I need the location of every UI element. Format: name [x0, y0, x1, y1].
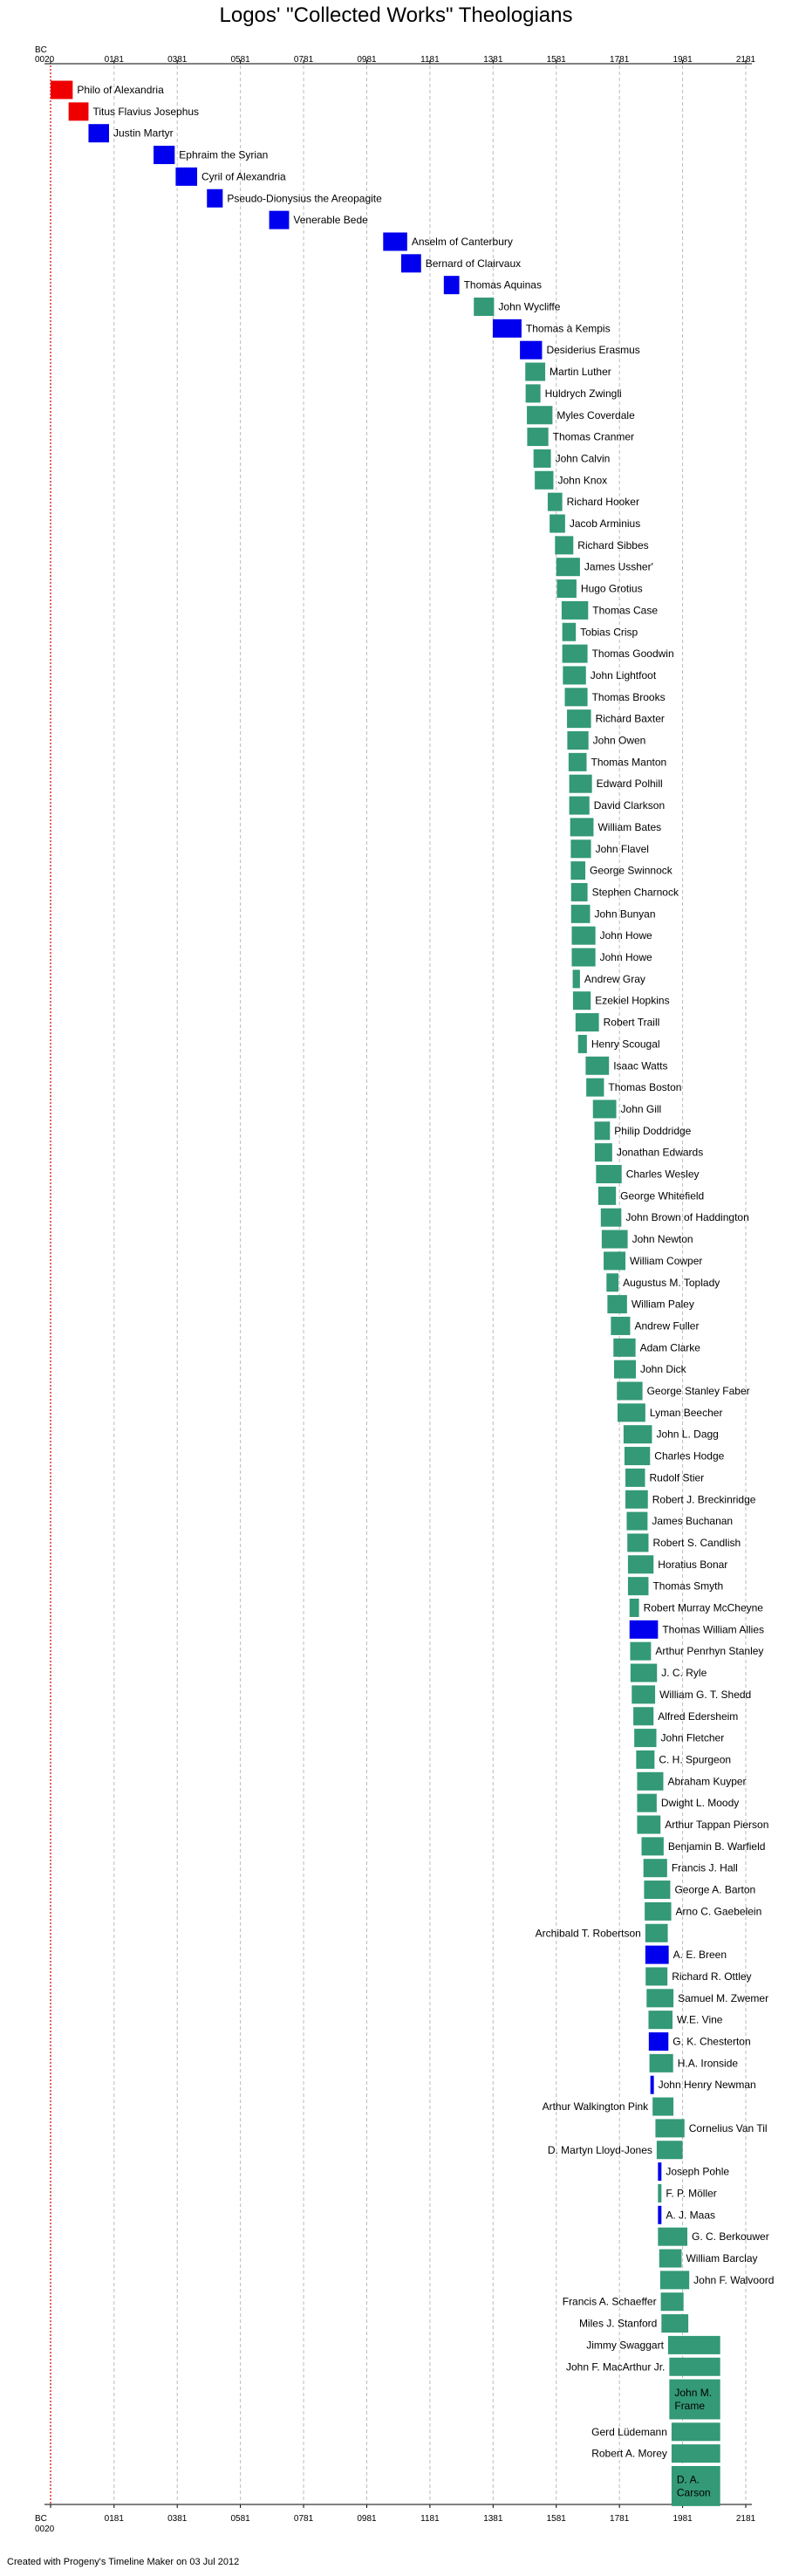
bar-label: Stephen Charnock — [591, 886, 679, 899]
bar-green — [628, 1577, 649, 1595]
bar-label: F. P. Möller — [666, 2187, 717, 2200]
bar-label: John Knox — [557, 474, 608, 487]
bar-label: Arthur Penrhyn Stanley — [655, 1645, 764, 1658]
bar-label: G. K. Chesterton — [673, 2035, 751, 2048]
tick-label: 0020 — [35, 2525, 55, 2534]
bar-green — [632, 1685, 655, 1703]
bar-blue — [658, 2162, 661, 2181]
tick-label: 0981 — [357, 2514, 377, 2524]
bar-label: Samuel M. Zwemer — [678, 1991, 769, 2004]
bar-blue — [444, 276, 460, 294]
bar-label: Myles Coverdale — [556, 408, 635, 421]
bar-label: Tobias Crisp — [580, 626, 638, 639]
tick-label: 0381 — [167, 55, 188, 65]
bar-green — [534, 449, 551, 468]
bar-green — [637, 1794, 656, 1812]
tick-label: 1381 — [483, 2514, 503, 2524]
tick-label: 0181 — [104, 2514, 124, 2524]
bar-label: William Bates — [597, 820, 662, 833]
bar-label: John Brown of Haddington — [625, 1211, 749, 1224]
bar-blue — [630, 1620, 659, 1639]
bar-blue — [383, 232, 407, 250]
bar-label: William Paley — [631, 1298, 694, 1311]
bar-green — [585, 1057, 609, 1075]
bar-green — [535, 471, 553, 490]
bar-green — [633, 1707, 653, 1725]
bar-label: Thomas Brooks — [591, 690, 666, 703]
chart-title: Logos' "Collected Works" Theologians — [219, 3, 573, 27]
bar-green — [672, 2444, 720, 2463]
bar-label: Carson — [676, 2486, 711, 2499]
bar-green — [598, 1187, 616, 1205]
tick-label: 1581 — [546, 55, 566, 65]
bar-green — [625, 1490, 648, 1509]
tick-label: BC — [35, 45, 47, 55]
bar-label: George Whitefield — [620, 1189, 705, 1202]
bar-label: Philip Doddridge — [614, 1124, 692, 1137]
bar-label: John Dick — [639, 1363, 686, 1376]
bar-blue — [175, 168, 197, 186]
bar-label: H.A. Ironside — [677, 2057, 739, 2070]
bar-green — [644, 1859, 667, 1877]
bar-green — [573, 991, 591, 1010]
tick-label: 1781 — [610, 55, 630, 65]
bar-green — [657, 2141, 683, 2159]
bar-label: John Calvin — [555, 452, 611, 465]
bar-label: James Buchanan — [652, 1515, 734, 1528]
bar-label: Ezekiel Hopkins — [595, 994, 670, 1007]
bar-green — [604, 1251, 625, 1270]
bar-green — [570, 797, 590, 815]
bar-label: Arno C. Gaebelein — [675, 1905, 762, 1918]
bar-green — [652, 2098, 673, 2116]
bar-label: Richard R. Ottley — [672, 1970, 752, 1983]
bar-green — [627, 1533, 648, 1552]
bar-green — [669, 2358, 720, 2376]
bar-red — [69, 102, 89, 120]
bar-label: Miles J. Stanford — [578, 2317, 658, 2330]
bar-green — [630, 1599, 639, 1617]
bar-label: Thomas à Kempis — [525, 322, 611, 335]
bar-label: William Cowper — [630, 1254, 703, 1267]
bar-green — [618, 1403, 645, 1422]
bar-label: Thomas Cranmer — [552, 430, 635, 443]
bar-label: Martin Luther — [550, 366, 611, 379]
bar-label: A. E. Breen — [673, 1949, 727, 1962]
bar-label: Jimmy Swaggart — [586, 2339, 664, 2352]
tick-label: 0581 — [230, 55, 250, 65]
bar-label: Jacob Arminius — [569, 517, 641, 530]
bar-green — [563, 645, 588, 663]
bar-label: Jonathan Edwards — [616, 1146, 704, 1159]
bar-label: Thomas William Allies — [662, 1623, 765, 1636]
bar-green — [655, 2119, 684, 2137]
bar-blue — [651, 2076, 654, 2094]
footer-credit: Created with Progeny's Timeline Maker on 03 Jul 2012 — [7, 2557, 240, 2567]
bar-green — [525, 363, 545, 381]
bar-label: John Gill — [620, 1102, 662, 1115]
bar-green — [606, 1273, 618, 1291]
bar-green — [644, 1881, 670, 1899]
bar-label: Rudolf Stier — [649, 1471, 705, 1484]
bar-label: D. A. — [676, 2473, 700, 2486]
bar-label: John Fletcher — [660, 1731, 725, 1744]
bar-label: Dwight L. Moody — [660, 1797, 740, 1810]
bar-label: Richard Sibbes — [577, 538, 649, 552]
tick-label: 1781 — [610, 2514, 630, 2524]
bar-green — [624, 1425, 652, 1443]
bar-green — [634, 1729, 656, 1747]
bar-green — [569, 753, 587, 771]
bar-green — [646, 1989, 673, 2007]
tick-label: 0381 — [167, 2514, 188, 2524]
bar-label: Justin Martyr — [113, 127, 174, 140]
bar-blue — [154, 146, 174, 164]
bar-label: Robert S. Candlish — [652, 1536, 741, 1549]
bar-label: Horatius Bonar — [658, 1558, 728, 1571]
bar-green — [617, 1382, 642, 1401]
bar-label: Robert Traill — [603, 1016, 660, 1029]
bar-green — [648, 2011, 673, 2029]
bar-green — [550, 515, 565, 533]
bar-blue — [401, 254, 421, 272]
bar-green — [593, 1100, 617, 1118]
bar-label: Robert J. Breckinridge — [652, 1493, 756, 1506]
bar-label: Richard Baxter — [595, 712, 665, 725]
bar-green — [570, 839, 591, 858]
bar-blue — [645, 1946, 669, 1964]
bar-blue — [658, 2206, 661, 2224]
bar-label: Arthur Tappan Pierson — [665, 1819, 769, 1831]
bar-green — [595, 1143, 612, 1161]
bar-label: Charles Hodge — [654, 1449, 725, 1463]
bar-label: Gerd Lüdemann — [591, 2425, 667, 2438]
bar-label: George Swinnock — [590, 864, 673, 877]
bar-label: Huldrych Zwingli — [544, 387, 622, 400]
bar-green — [596, 1165, 621, 1183]
bar-green — [567, 731, 588, 750]
tick-label: 1181 — [420, 55, 440, 65]
bar-label: John Henry Newman — [658, 2079, 756, 2092]
tick-label: 2181 — [735, 55, 756, 65]
bar-green — [571, 905, 591, 923]
bar-label: Joseph Pohle — [666, 2165, 730, 2178]
bar-green — [642, 1837, 664, 1855]
bar-label: Thomas Smyth — [652, 1579, 724, 1593]
bar-label: James Ussher' — [584, 560, 653, 573]
bar-label: David Clarkson — [593, 799, 666, 812]
bar-green — [668, 2336, 720, 2354]
bar-red — [51, 81, 72, 99]
bar-label: John Howe — [599, 929, 652, 942]
bar-green — [636, 1750, 654, 1769]
bar-label: J. C. Ryle — [661, 1667, 707, 1680]
bar-label: Thomas Manton — [591, 756, 667, 769]
bar-green — [571, 949, 595, 967]
bar-green — [628, 1555, 653, 1573]
bottom-axis — [35, 2504, 756, 2534]
bar-green — [645, 1924, 668, 1942]
bar-label: W.E. Vine — [676, 2013, 723, 2026]
bar-green — [602, 1230, 628, 1249]
tick-label: 0981 — [357, 55, 377, 65]
bar-green — [526, 384, 541, 402]
top-axis — [35, 45, 756, 65]
bar-green — [614, 1360, 636, 1379]
bar-label: Abraham Kuyper — [667, 1775, 747, 1788]
bar-label: Thomas Boston — [608, 1081, 682, 1094]
bar-label: John Newton — [632, 1233, 693, 1246]
bar-label: Adam Clarke — [639, 1341, 700, 1354]
bar-green — [631, 1664, 657, 1682]
bar-green — [595, 1121, 611, 1140]
bar-label: G. C. Berkouwer — [692, 2230, 769, 2244]
bar-green — [527, 428, 548, 446]
bar-blue — [493, 319, 522, 338]
bar-label: William Barclay — [686, 2252, 758, 2264]
bar-label: Isaac Watts — [613, 1059, 668, 1072]
bar-green — [625, 1447, 650, 1465]
bar-green — [567, 709, 591, 728]
bar-green — [611, 1317, 630, 1335]
bar-blue — [270, 211, 290, 230]
tick-label: 0581 — [230, 2514, 250, 2524]
bar-label: Cornelius Van Til — [688, 2121, 768, 2134]
bar-label: Francis A. Schaeffer — [562, 2295, 657, 2308]
bar-label: Thomas Case — [592, 604, 659, 617]
bar-label: John F. Walvoord — [693, 2273, 775, 2286]
bar-green — [586, 1079, 604, 1097]
bar-green — [562, 601, 588, 620]
bar-label: Robert Murray McCheyne — [643, 1601, 763, 1614]
bar-blue — [207, 189, 222, 208]
bar-blue — [520, 341, 542, 360]
bar-label: Andrew Gray — [584, 972, 645, 985]
bar-label: Charles Wesley — [625, 1168, 700, 1181]
bar-label: Titus Flavius Josephus — [92, 105, 200, 118]
tick-label: 1981 — [673, 55, 693, 65]
bar-label: Augustus M. Toplady — [623, 1276, 720, 1289]
bar-label: John Owen — [592, 734, 646, 747]
bar-label: D. Martyn Lloyd-Jones — [547, 2143, 652, 2156]
bar-label: Archibald T. Robertson — [535, 1927, 641, 1940]
bar-label: Edward Polhill — [596, 778, 663, 791]
bar-green — [659, 2250, 682, 2268]
bar-green — [607, 1295, 626, 1313]
bar-blue — [88, 124, 109, 142]
bar-green — [563, 666, 585, 684]
tick-label: 0781 — [293, 55, 314, 65]
bar-label: John Howe — [599, 951, 652, 963]
bar-label: John Flavel — [595, 842, 649, 855]
bar-label: John Wycliffe — [498, 300, 561, 313]
bar-label: John F. MacArthur Jr. — [565, 2360, 666, 2374]
bar-label: Richard Hooker — [566, 496, 639, 509]
bar-label: Pseudo-Dionysius the Areopagite — [227, 192, 382, 205]
bar-label: Philo of Alexandria — [77, 84, 164, 96]
bar-label: George Stanley Faber — [646, 1385, 750, 1397]
bar-green — [548, 493, 563, 511]
bar-label: John Bunyan — [594, 908, 656, 921]
bar-label: Robert A. Morey — [591, 2447, 667, 2460]
tick-label: 1581 — [546, 2514, 566, 2524]
bar-label: Francis J. Hall — [671, 1861, 738, 1874]
bar-label: John L. Dagg — [656, 1428, 719, 1441]
bar-green — [637, 1816, 660, 1834]
bar-green — [661, 2292, 684, 2311]
bar-label: Benjamin B. Warfield — [667, 1840, 766, 1853]
bar-green — [576, 1013, 599, 1031]
bar-label: Henry Scougal — [591, 1038, 660, 1051]
bar-label: Lyman Beecher — [649, 1406, 723, 1419]
bar-label: Alfred Edersheim — [658, 1709, 739, 1723]
tick-label: 0181 — [104, 55, 124, 65]
bar-green — [527, 406, 552, 424]
bar-label: Desiderius Erasmus — [546, 344, 640, 357]
bar-label: Ephraim the Syrian — [179, 148, 269, 161]
bar-green — [660, 2271, 689, 2289]
bar-label: Venerable Bede — [293, 214, 368, 227]
bar-green — [613, 1339, 635, 1357]
bar-label: Arthur Walkington Pink — [542, 2100, 649, 2114]
bar-blue — [649, 2032, 668, 2051]
bar-label: Anselm of Canterbury — [411, 235, 513, 248]
bar-green — [672, 2422, 720, 2441]
tick-label: 0020 — [35, 55, 55, 65]
bar-label: John M. — [674, 2387, 713, 2400]
bars — [51, 81, 774, 2506]
bar-green — [556, 579, 576, 598]
bar-green — [573, 969, 580, 988]
bar-label: Frame — [674, 2400, 706, 2413]
bar-label: A. J. Maas — [666, 2209, 716, 2222]
bar-label: Andrew Fuller — [634, 1319, 700, 1333]
bar-green — [658, 2228, 687, 2246]
bar-green — [570, 775, 592, 793]
bar-label: William G. T. Shedd — [659, 1688, 752, 1701]
bar-green — [630, 1642, 651, 1661]
bar-green — [658, 2184, 661, 2203]
bar-green — [474, 298, 494, 316]
bar-green — [601, 1209, 622, 1227]
bar-label: C. H. Spurgeon — [659, 1753, 732, 1766]
bar-green — [570, 861, 585, 880]
tick-label: 1981 — [673, 2514, 693, 2524]
bar-green — [637, 1772, 663, 1791]
bar-green — [565, 688, 588, 706]
bar-label: Bernard of Clairvaux — [425, 257, 522, 270]
tick-label: 1181 — [420, 2514, 440, 2524]
bar-green — [571, 927, 595, 945]
bar-label: Cyril of Alexandria — [201, 170, 286, 183]
bar-label: Thomas Aquinas — [463, 278, 542, 291]
bar-green — [578, 1035, 587, 1053]
bar-green — [555, 536, 573, 554]
bar-label: Thomas Goodwin — [591, 647, 674, 661]
bar-green — [556, 558, 580, 576]
bar-label: Hugo Grotius — [580, 582, 643, 595]
bar-label: George A. Barton — [674, 1883, 756, 1896]
tick-label: 0781 — [293, 2514, 314, 2524]
bar-green — [571, 883, 588, 901]
bar-green — [645, 1967, 667, 1985]
bar-green — [563, 623, 577, 641]
tick-label: BC — [35, 2514, 47, 2524]
bar-green — [645, 1902, 671, 1921]
bar-green — [650, 2054, 673, 2072]
tick-label: 2181 — [735, 2514, 756, 2524]
bar-green — [626, 1512, 647, 1531]
bar-green — [570, 818, 594, 836]
tick-label: 1381 — [483, 55, 503, 65]
bar-green — [625, 1469, 645, 1487]
bar-green — [661, 2314, 688, 2333]
bar-label: John Lightfoot — [590, 668, 657, 682]
